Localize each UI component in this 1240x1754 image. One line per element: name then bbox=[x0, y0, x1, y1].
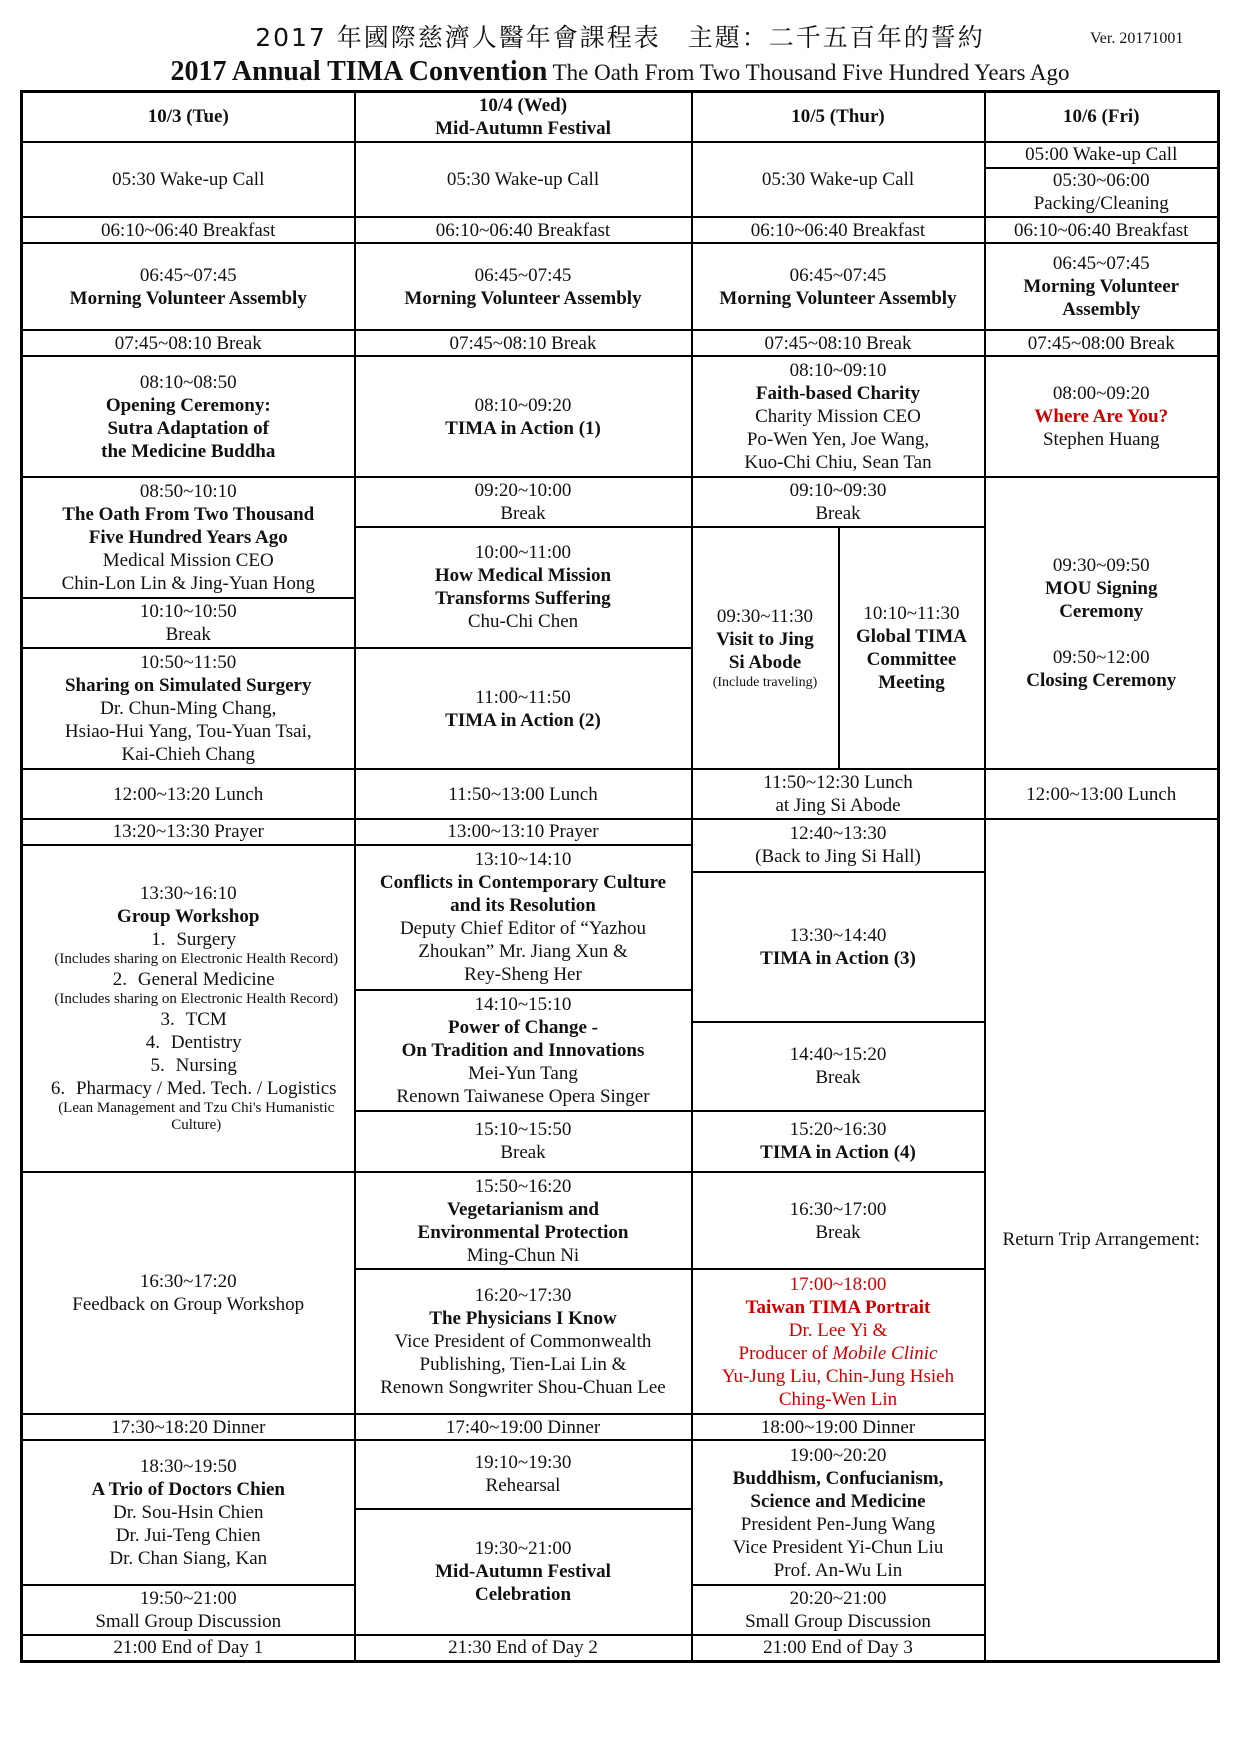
d2-tia2-title: TIMA in Action (2) bbox=[445, 709, 601, 731]
d1-assembly bbox=[22, 243, 355, 330]
d2-reh-label: Rehearsal bbox=[485, 1475, 561, 1497]
d2-break-2-label: Break bbox=[500, 503, 546, 525]
d3-port-time: 17:00~18:00 bbox=[789, 1273, 887, 1295]
d3-break-2-time: 09:10~09:30 bbox=[789, 480, 887, 502]
workshop-item-number: 1. bbox=[151, 929, 166, 951]
d2-dinner: 17:40~19:00 Dinner bbox=[355, 1414, 692, 1440]
convention-theme: The Oath From Two Thousand Five Hundred Years Ago bbox=[552, 60, 1070, 85]
d2-how-medical-mission bbox=[355, 527, 692, 648]
d1-opening-ceremony bbox=[22, 356, 355, 477]
d2-how-line-1: How Medical Mission bbox=[434, 565, 612, 587]
d3-gtc-line-3: Meeting bbox=[878, 672, 945, 694]
d2-conf-line-4: Zhoukan” Mr. Jiang Xun & bbox=[418, 941, 628, 963]
d3-tia3-time: 13:30~14:40 bbox=[789, 924, 887, 946]
d2-conf-line-1: Conflicts in Contemporary Culture bbox=[379, 872, 667, 894]
day2-header bbox=[355, 92, 692, 142]
d2-assembly bbox=[355, 243, 692, 330]
d2-physicians-i-know bbox=[355, 1269, 692, 1414]
d4-wake: 05:00 Wake-up Call bbox=[985, 142, 1219, 168]
d4-mou-line-1: MOU Signing bbox=[1045, 578, 1158, 600]
d3-back-time: 12:40~13:30 bbox=[789, 823, 887, 845]
d2-conf-line-3: Deputy Chief Editor of “Yazhou bbox=[399, 918, 647, 940]
d1-oath-line-3: Medical Mission CEO bbox=[102, 550, 274, 572]
d3-break-4 bbox=[692, 1172, 985, 1269]
d1-oath-line-2: Five Hundred Years Ago bbox=[88, 527, 288, 549]
d1-fb-time: 16:30~17:20 bbox=[139, 1271, 237, 1293]
d3-port-line-3: Yu-Jung Liu, Chin-Jung Hsieh bbox=[721, 1365, 955, 1387]
d1-opening-time: 08:10~08:50 bbox=[139, 371, 237, 393]
d2-how-speaker: Chu-Chi Chen bbox=[467, 611, 579, 633]
d2-pow-line-4: Renown Taiwanese Opera Singer bbox=[396, 1085, 650, 1107]
d2-power-of-change bbox=[355, 990, 692, 1111]
d1-group-workshop bbox=[22, 845, 355, 1172]
workshop-item-title: General Medicine bbox=[137, 969, 275, 991]
d3-break-4-time: 16:30~17:00 bbox=[789, 1198, 887, 1220]
d1-sim-line-2: Hsiao-Hui Yang, Tou-Yuan Tsai, bbox=[64, 721, 312, 743]
d2-conf-line-2: and its Resolution bbox=[450, 895, 596, 917]
d1-wake: 05:30 Wake-up Call bbox=[22, 142, 355, 218]
d3-assembly bbox=[692, 243, 985, 330]
workshop-list bbox=[25, 928, 352, 1134]
d1-assembly-time: 06:45~07:45 bbox=[139, 264, 237, 286]
workshop-item bbox=[25, 1008, 352, 1031]
d1-assembly-title: Morning Volunteer Assembly bbox=[69, 287, 307, 309]
d3-back-label: (Back to Jing Si Hall) bbox=[755, 846, 921, 868]
d2-veg-time: 15:50~16:20 bbox=[474, 1175, 572, 1197]
d2-phy-line-3: Renown Songwriter Shou-Chuan Lee bbox=[380, 1377, 666, 1399]
d4-where-speaker: Stephen Huang bbox=[1042, 429, 1160, 451]
d1-prayer: 13:20~13:30 Prayer bbox=[22, 819, 355, 845]
d3-break-morning: 07:45~08:10 Break bbox=[692, 330, 985, 356]
d2-pow-line-1: Power of Change - bbox=[447, 1016, 599, 1038]
d3-visit-line-1: Visit to Jing bbox=[716, 629, 814, 651]
d1-simulated-surgery bbox=[22, 648, 355, 769]
d3-back-to-hall bbox=[692, 819, 985, 872]
d1-trio-title: A Trio of Doctors Chien bbox=[91, 1479, 285, 1501]
d2-tia1-time: 08:10~09:20 bbox=[474, 394, 572, 416]
d3-faith-line-3: Kuo-Chi Chiu, Sean Tan bbox=[744, 452, 932, 474]
d2-maf-line-2: Celebration bbox=[474, 1584, 572, 1606]
d3-port-title: Taiwan TIMA Portrait bbox=[745, 1296, 931, 1318]
d3-visit-time: 09:30~11:30 bbox=[716, 606, 814, 628]
d1-sg-label: Small Group Discussion bbox=[95, 1611, 282, 1632]
day4-header: 10/6 (Fri) bbox=[985, 92, 1219, 142]
d2-end: 21:30 End of Day 2 bbox=[355, 1635, 692, 1662]
d2-veg-line-2: Environmental Protection bbox=[417, 1221, 629, 1243]
d2-how-line-2: Transforms Suffering bbox=[435, 588, 611, 610]
d4-assembly-time: 06:45~07:45 bbox=[1052, 253, 1150, 275]
d1-dinner: 17:30~18:20 Dinner bbox=[22, 1414, 355, 1440]
schedule-table bbox=[20, 90, 1220, 1663]
d3-break-2-label: Break bbox=[815, 503, 861, 525]
d2-phy-line-2: Publishing, Tien-Lai Lin & bbox=[419, 1354, 627, 1376]
workshop-item-note: (Lean Management and Tzu Chi's Humanistic Culture) bbox=[58, 1100, 335, 1134]
d1-break-2 bbox=[22, 598, 355, 648]
d1-sg-time: 19:50~21:00 bbox=[139, 1588, 237, 1609]
d3-lunch bbox=[692, 769, 985, 819]
d3-small-group bbox=[692, 1585, 985, 1635]
d3-port-line-2 bbox=[695, 1342, 982, 1365]
d3-tima-in-action-3 bbox=[692, 872, 985, 1022]
workshop-item-note: (Includes sharing on Electronic Health Record) bbox=[54, 991, 339, 1008]
d1-ws-title: Group Workshop bbox=[117, 906, 260, 928]
d4-assembly-title-2: Assembly bbox=[1062, 299, 1141, 321]
d2-conf-time: 13:10~14:10 bbox=[474, 849, 572, 871]
workshop-item bbox=[25, 1031, 352, 1054]
d3-port-producer: Producer of bbox=[738, 1342, 833, 1364]
d3-buddhism-science bbox=[692, 1440, 985, 1585]
d3-breakfast: 06:10~06:40 Breakfast bbox=[692, 217, 985, 243]
d1-small-group bbox=[22, 1585, 355, 1635]
workshop-item-title: Surgery bbox=[176, 929, 237, 951]
d2-maf-time: 19:30~21:00 bbox=[474, 1538, 572, 1560]
workshop-item bbox=[25, 968, 352, 991]
d4-mou-closing bbox=[985, 477, 1219, 769]
d3-sg-time: 20:20~21:00 bbox=[789, 1588, 887, 1609]
d2-break-3 bbox=[355, 1111, 692, 1172]
d3-lunch-line-1: 11:50~12:30 Lunch bbox=[763, 772, 913, 794]
d3-break-2 bbox=[692, 477, 985, 527]
d1-trio-time: 18:30~19:50 bbox=[139, 1456, 237, 1478]
d4-return-trip: Return Trip Arrangement: bbox=[985, 819, 1219, 1662]
d2-tia2-time: 11:00~11:50 bbox=[475, 686, 571, 708]
d3-tia4-title: TIMA in Action (4) bbox=[760, 1142, 916, 1164]
d1-fb-label: Feedback on Group Workshop bbox=[72, 1294, 305, 1316]
d1-breakfast: 06:10~06:40 Breakfast bbox=[22, 217, 355, 243]
workshop-item-number: 4. bbox=[145, 1032, 161, 1054]
d3-bud-line-4: Vice President Yi-Chun Liu bbox=[732, 1536, 944, 1558]
d1-oath-line-4: Chin-Lon Lin & Jing-Yuan Hong bbox=[61, 573, 315, 595]
d3-assembly-time: 06:45~07:45 bbox=[789, 264, 887, 286]
d3-tia3-title: TIMA in Action (3) bbox=[760, 947, 916, 969]
convention-name: 2017 Annual TIMA Convention bbox=[170, 56, 548, 87]
d1-end: 21:00 End of Day 1 bbox=[22, 1635, 355, 1662]
workshop-item-title: Dentistry bbox=[170, 1032, 242, 1054]
d1-break-2-time: 10:10~10:50 bbox=[139, 601, 237, 623]
d2-break-3-time: 15:10~15:50 bbox=[474, 1119, 572, 1141]
d4-packing-label: Packing/Cleaning bbox=[1033, 193, 1169, 215]
d1-feedback bbox=[22, 1172, 355, 1414]
d1-opening-line-1: Opening Ceremony: bbox=[105, 394, 271, 416]
d4-mou-line-2: Ceremony bbox=[1059, 601, 1144, 623]
d2-assembly-title: Morning Volunteer Assembly bbox=[404, 287, 642, 309]
d2-phy-line-1: Vice President of Commonwealth bbox=[394, 1331, 652, 1353]
d2-assembly-time: 06:45~07:45 bbox=[474, 264, 572, 286]
d3-gtc-time: 10:10~11:30 bbox=[863, 603, 960, 625]
d2-tima-in-action-1 bbox=[355, 356, 692, 477]
d2-tima-in-action-2 bbox=[355, 648, 692, 769]
d1-sim-line-3: Kai-Chieh Chang bbox=[121, 744, 255, 766]
d2-rehearsal bbox=[355, 1440, 692, 1508]
d3-bud-line-3: President Pen-Jung Wang bbox=[740, 1513, 936, 1535]
d4-where-time: 08:00~09:20 bbox=[1052, 383, 1150, 405]
d2-tia1-title: TIMA in Action (1) bbox=[445, 417, 601, 439]
d2-break-2-time: 09:20~10:00 bbox=[474, 480, 572, 502]
d3-taiwan-tima-portrait bbox=[692, 1269, 985, 1414]
d3-break-3 bbox=[692, 1022, 985, 1111]
d3-dinner: 18:00~19:00 Dinner bbox=[692, 1414, 985, 1440]
workshop-item-number: 6. bbox=[50, 1078, 66, 1100]
d3-port-line-1: Dr. Lee Yi & bbox=[788, 1319, 888, 1341]
d1-lunch: 12:00~13:20 Lunch bbox=[22, 769, 355, 819]
d3-faith-charity bbox=[692, 356, 985, 477]
d1-oath-time: 08:50~10:10 bbox=[139, 481, 237, 503]
d3-faith-title: Faith-based Charity bbox=[755, 383, 921, 405]
d3-tia4-time: 15:20~16:30 bbox=[789, 1119, 887, 1141]
d1-trio-doctors bbox=[22, 1440, 355, 1585]
d3-faith-line-1: Charity Mission CEO bbox=[755, 406, 921, 428]
d3-bud-line-2: Science and Medicine bbox=[750, 1490, 926, 1512]
day2-date: 10/4 (Wed) bbox=[478, 94, 568, 116]
d4-closing-time: 09:50~12:00 bbox=[1052, 647, 1150, 669]
day3-header: 10/5 (Thur) bbox=[692, 92, 985, 142]
d4-mou-time: 09:30~09:50 bbox=[1052, 555, 1150, 577]
d1-opening-line-3: the Medicine Buddha bbox=[101, 440, 276, 462]
english-title bbox=[0, 56, 1240, 88]
d2-maf-line-1: Mid-Autumn Festival bbox=[435, 1561, 611, 1583]
d4-packing-time: 05:30~06:00 bbox=[1052, 170, 1150, 192]
d4-where-are-you bbox=[985, 356, 1219, 477]
d1-break-morning: 07:45~08:10 Break bbox=[22, 330, 355, 356]
d3-faith-line-2: Po-Wen Yen, Joe Wang, bbox=[746, 429, 930, 451]
d1-trio-line-2: Dr. Jui-Teng Chien bbox=[115, 1525, 261, 1547]
d1-opening-line-2: Sutra Adaptation of bbox=[107, 417, 270, 439]
d1-oath-session bbox=[22, 477, 355, 598]
d3-break-3-label: Break bbox=[815, 1067, 861, 1089]
d4-lunch: 12:00~13:00 Lunch bbox=[985, 769, 1219, 819]
d3-wake: 05:30 Wake-up Call bbox=[692, 142, 985, 218]
d3-assembly-title: Morning Volunteer Assembly bbox=[719, 287, 957, 309]
d3-visit-line-2: Si Abode bbox=[728, 652, 802, 674]
d3-tima-in-action-4 bbox=[692, 1111, 985, 1172]
d4-assembly-title-1: Morning Volunteer bbox=[1023, 276, 1180, 298]
d2-veg-line-3: Ming-Chun Ni bbox=[466, 1244, 580, 1266]
workshop-item bbox=[25, 1054, 352, 1077]
d1-break-2-label: Break bbox=[165, 624, 211, 646]
workshop-item-title: Pharmacy / Med. Tech. / Logistics bbox=[75, 1078, 337, 1100]
d4-where-title: Where Are You? bbox=[1034, 406, 1169, 428]
day2-holiday: Mid-Autumn Festival bbox=[435, 117, 611, 139]
d3-gtc-line-1: Global TIMA bbox=[855, 626, 968, 648]
d2-pow-line-2: On Tradition and Innovations bbox=[401, 1039, 645, 1061]
d1-trio-line-1: Dr. Sou-Hsin Chien bbox=[113, 1502, 264, 1524]
d1-sim-time: 10:50~11:50 bbox=[140, 652, 237, 674]
d2-lunch: 11:50~13:00 Lunch bbox=[355, 769, 692, 819]
d3-visit-note: (Include traveling) bbox=[712, 675, 818, 691]
d2-reh-time: 19:10~19:30 bbox=[474, 1452, 572, 1474]
version-label: Ver. 20171001 bbox=[1090, 30, 1184, 47]
d2-pow-line-3: Mei-Yun Tang bbox=[468, 1062, 578, 1084]
d3-end: 21:00 End of Day 3 bbox=[692, 1635, 985, 1662]
d2-breakfast: 06:10~06:40 Breakfast bbox=[355, 217, 692, 243]
d3-break-4-label: Break bbox=[815, 1221, 861, 1243]
workshop-item bbox=[25, 1077, 352, 1100]
d2-pow-time: 14:10~15:10 bbox=[474, 993, 572, 1015]
d2-conflicts-culture bbox=[355, 845, 692, 990]
d3-bud-line-1: Buddhism, Confucianism, bbox=[732, 1467, 944, 1489]
d2-break-3-label: Break bbox=[500, 1142, 546, 1164]
d2-break-2 bbox=[355, 477, 692, 527]
d4-packing bbox=[985, 168, 1219, 218]
d3-gtc-line-2: Committee bbox=[866, 649, 957, 671]
d3-port-film-title: Mobile Clinic bbox=[832, 1342, 938, 1364]
d2-wake: 05:30 Wake-up Call bbox=[355, 142, 692, 218]
d3-bud-time: 19:00~20:20 bbox=[789, 1444, 887, 1466]
d3-global-tima-committee bbox=[839, 527, 985, 769]
d2-conf-line-5: Rey-Sheng Her bbox=[464, 964, 582, 986]
d2-vegetarianism bbox=[355, 1172, 692, 1269]
d2-prayer: 13:00~13:10 Prayer bbox=[355, 819, 692, 845]
d1-trio-line-3: Dr. Chan Siang, Kan bbox=[109, 1548, 268, 1570]
workshop-item bbox=[25, 928, 352, 951]
d3-sg-label: Small Group Discussion bbox=[745, 1611, 931, 1632]
d2-mid-autumn-celebration bbox=[355, 1509, 692, 1635]
workshop-item-number: 3. bbox=[160, 1009, 175, 1031]
workshop-item-number: 5. bbox=[150, 1055, 165, 1077]
d3-bud-line-5: Prof. An-Wu Lin bbox=[773, 1559, 903, 1581]
workshop-item-note: (Includes sharing on Electronic Health Record) bbox=[54, 951, 339, 968]
workshop-item-number: 2. bbox=[112, 969, 128, 991]
d3-lunch-line-2: at Jing Si Abode bbox=[775, 795, 901, 817]
d4-breakfast: 06:10~06:40 Breakfast bbox=[985, 217, 1219, 243]
d4-break-morning: 07:45~08:00 Break bbox=[985, 330, 1219, 356]
workshop-item-title: Nursing bbox=[175, 1055, 237, 1077]
d2-phy-title: The Physicians I Know bbox=[429, 1308, 617, 1330]
d2-break-morning: 07:45~08:10 Break bbox=[355, 330, 692, 356]
d2-veg-line-1: Vegetarianism and bbox=[447, 1198, 599, 1220]
workshop-item-title: TCM bbox=[185, 1009, 227, 1031]
d4-closing-title: Closing Ceremony bbox=[1026, 670, 1177, 692]
d1-sim-title: Sharing on Simulated Surgery bbox=[64, 675, 312, 697]
d3-port-line-4: Ching-Wen Lin bbox=[778, 1388, 898, 1410]
d3-break-3-time: 14:40~15:20 bbox=[789, 1044, 887, 1066]
d3-visit-jing-si bbox=[692, 527, 839, 769]
d4-assembly bbox=[985, 243, 1219, 330]
chinese-title: 2017 年國際慈濟人醫年會課程表 主題：二千五百年的誓約 bbox=[255, 23, 985, 52]
d2-phy-time: 16:20~17:30 bbox=[474, 1285, 572, 1307]
d3-faith-time: 08:10~09:10 bbox=[789, 360, 887, 382]
day1-header: 10/3 (Tue) bbox=[22, 92, 355, 142]
d1-sim-line-1: Dr. Chun-Ming Chang, bbox=[100, 698, 277, 720]
d2-how-time: 10:00~11:00 bbox=[474, 542, 572, 564]
d1-ws-time: 13:30~16:10 bbox=[139, 883, 237, 905]
d1-oath-line-1: The Oath From Two Thousand bbox=[62, 504, 315, 526]
